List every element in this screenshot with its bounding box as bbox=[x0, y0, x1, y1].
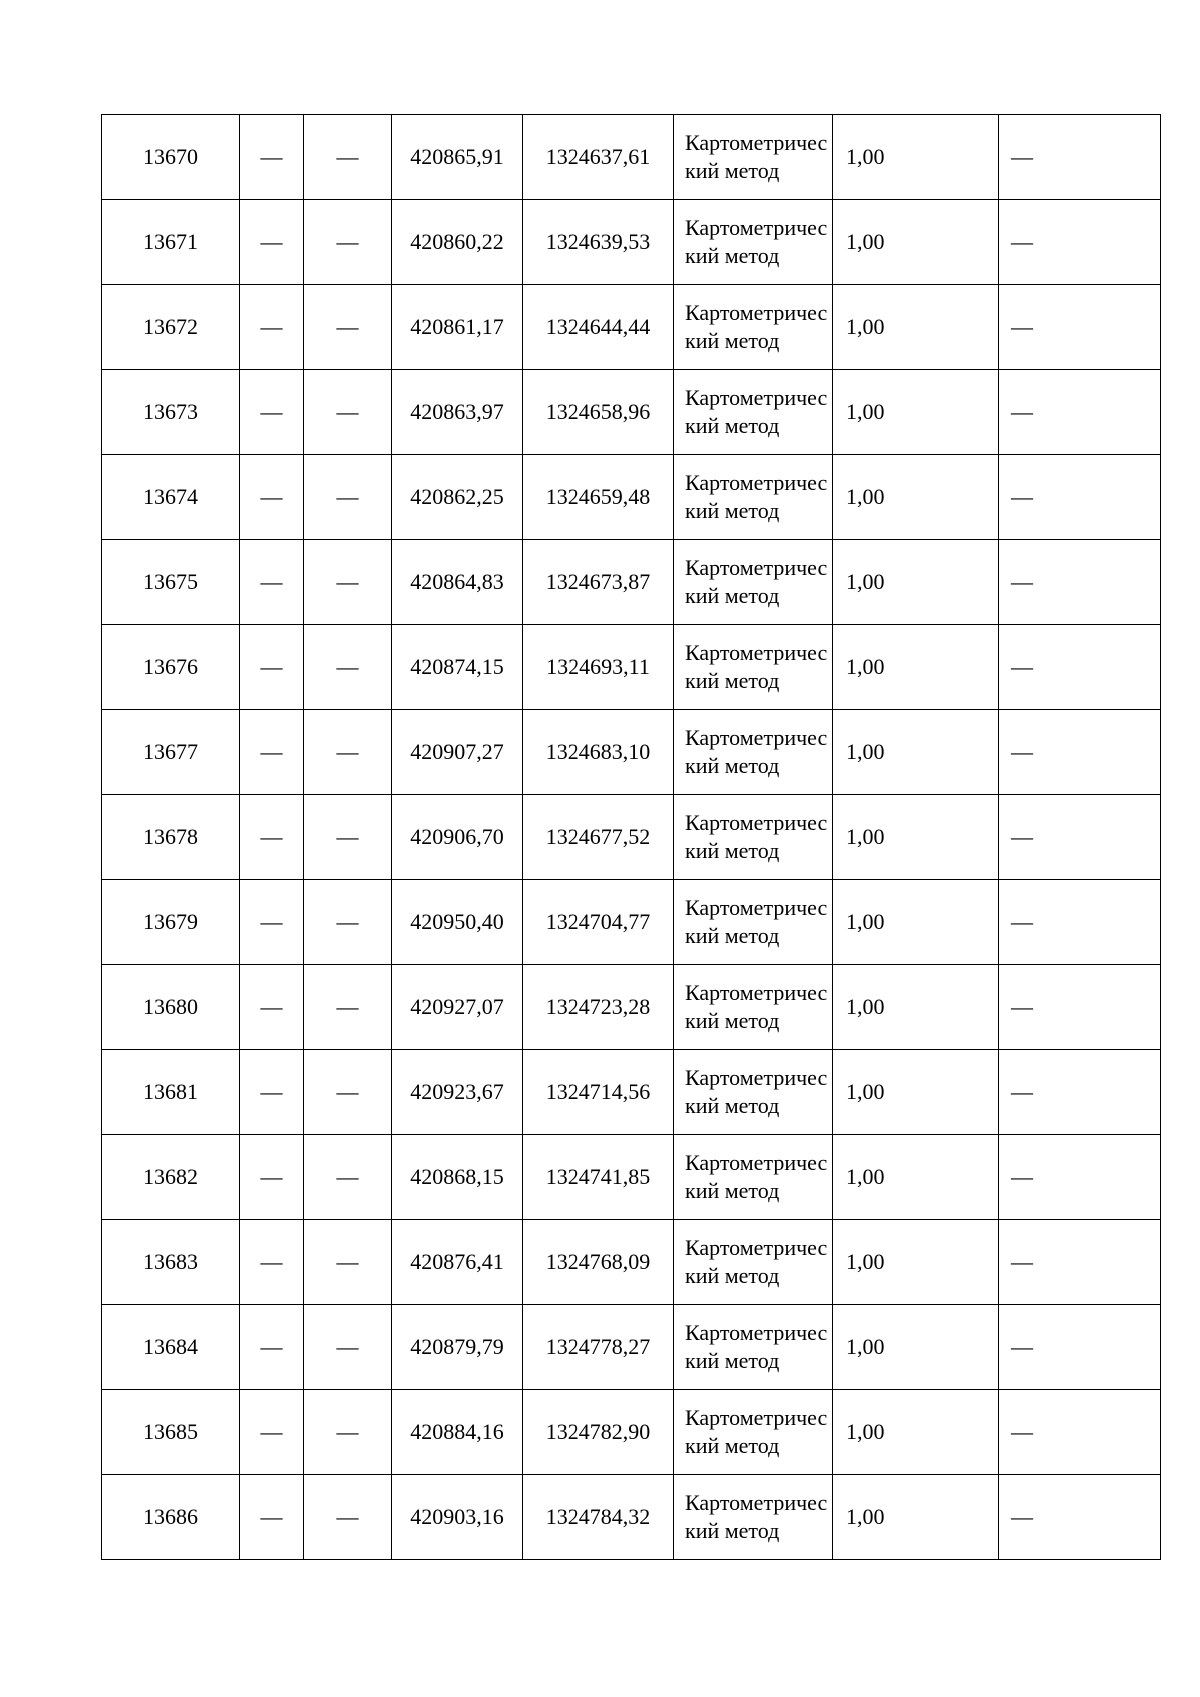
point-number-text: 13672 bbox=[143, 314, 198, 339]
method-text: Картометрический метод bbox=[685, 640, 828, 693]
y-coordinate-text: 1324659,48 bbox=[545, 484, 651, 509]
point-number-cell bbox=[102, 880, 240, 965]
x-coordinate-cell bbox=[392, 1305, 523, 1390]
table-row bbox=[102, 285, 1161, 370]
empty-value-cell bbox=[999, 1220, 1161, 1305]
x-coordinate-text: 420884,16 bbox=[410, 1419, 504, 1444]
x-coordinate-cell bbox=[392, 115, 523, 200]
x-coordinate-cell bbox=[392, 200, 523, 285]
method-cell bbox=[674, 795, 833, 880]
empty-value-text: — bbox=[1011, 484, 1033, 509]
method-cell bbox=[674, 540, 833, 625]
empty-value-text: — bbox=[336, 1079, 359, 1104]
empty-value-text: — bbox=[1011, 1249, 1033, 1274]
empty-value-text: — bbox=[260, 1419, 283, 1444]
y-coordinate-cell bbox=[523, 880, 674, 965]
empty-value-cell bbox=[240, 625, 304, 710]
empty-value-cell bbox=[304, 1050, 392, 1135]
empty-value-cell bbox=[304, 1305, 392, 1390]
empty-value-text: — bbox=[260, 314, 283, 339]
accuracy-text: 1,00 bbox=[846, 1079, 885, 1104]
empty-value-cell bbox=[304, 455, 392, 540]
accuracy-cell bbox=[833, 1305, 999, 1390]
x-coordinate-text: 420874,15 bbox=[410, 654, 504, 679]
accuracy-text: 1,00 bbox=[846, 314, 885, 339]
empty-value-text: — bbox=[336, 994, 359, 1019]
method-text: Картометрический метод bbox=[685, 470, 828, 523]
empty-value-text: — bbox=[1011, 1419, 1033, 1444]
coordinates-table bbox=[101, 114, 1161, 1560]
y-coordinate-cell bbox=[523, 1475, 674, 1560]
point-number-cell bbox=[102, 710, 240, 795]
table-row bbox=[102, 710, 1161, 795]
y-coordinate-cell bbox=[523, 200, 674, 285]
y-coordinate-cell bbox=[523, 1305, 674, 1390]
accuracy-cell bbox=[833, 370, 999, 455]
empty-value-cell bbox=[304, 625, 392, 710]
y-coordinate-text: 1324673,87 bbox=[545, 569, 651, 594]
empty-value-text: — bbox=[336, 399, 359, 424]
empty-value-cell bbox=[999, 710, 1161, 795]
empty-value-cell bbox=[999, 1475, 1161, 1560]
empty-value-cell bbox=[240, 1050, 304, 1135]
y-coordinate-cell bbox=[523, 1135, 674, 1220]
empty-value-text: — bbox=[336, 654, 359, 679]
empty-value-text: — bbox=[260, 1249, 283, 1274]
empty-value-cell bbox=[999, 880, 1161, 965]
x-coordinate-cell bbox=[392, 1220, 523, 1305]
point-number-text: 13677 bbox=[143, 739, 198, 764]
x-coordinate-cell bbox=[392, 1390, 523, 1475]
accuracy-cell bbox=[833, 625, 999, 710]
accuracy-cell bbox=[833, 115, 999, 200]
method-text: Картометрический метод bbox=[685, 555, 828, 608]
empty-value-cell bbox=[240, 1135, 304, 1220]
x-coordinate-text: 420868,15 bbox=[410, 1164, 504, 1189]
point-number-cell bbox=[102, 1220, 240, 1305]
point-number-text: 13680 bbox=[143, 994, 198, 1019]
empty-value-text: — bbox=[1011, 314, 1033, 339]
empty-value-cell bbox=[304, 285, 392, 370]
table-body bbox=[102, 115, 1161, 1560]
empty-value-text: — bbox=[336, 314, 359, 339]
point-number-text: 13678 bbox=[143, 824, 198, 849]
point-number-cell bbox=[102, 1390, 240, 1475]
empty-value-cell bbox=[999, 370, 1161, 455]
empty-value-cell bbox=[304, 880, 392, 965]
x-coordinate-text: 420903,16 bbox=[410, 1504, 504, 1529]
x-coordinate-cell bbox=[392, 880, 523, 965]
empty-value-text: — bbox=[1011, 994, 1033, 1019]
empty-value-cell bbox=[240, 285, 304, 370]
point-number-cell bbox=[102, 455, 240, 540]
y-coordinate-text: 1324658,96 bbox=[545, 399, 651, 424]
accuracy-cell bbox=[833, 285, 999, 370]
accuracy-text: 1,00 bbox=[846, 1504, 885, 1529]
accuracy-text: 1,00 bbox=[846, 399, 885, 424]
y-coordinate-text: 1324693,11 bbox=[546, 654, 650, 679]
accuracy-text: 1,00 bbox=[846, 739, 885, 764]
point-number-cell bbox=[102, 795, 240, 880]
x-coordinate-cell bbox=[392, 370, 523, 455]
empty-value-cell bbox=[304, 1390, 392, 1475]
empty-value-cell bbox=[304, 965, 392, 1050]
x-coordinate-cell bbox=[392, 625, 523, 710]
empty-value-text: — bbox=[1011, 909, 1033, 934]
y-coordinate-cell bbox=[523, 540, 674, 625]
empty-value-text: — bbox=[1011, 1334, 1033, 1359]
empty-value-text: — bbox=[260, 1504, 283, 1529]
x-coordinate-text: 420864,83 bbox=[410, 569, 504, 594]
point-number-text: 13685 bbox=[143, 1419, 198, 1444]
method-cell bbox=[674, 455, 833, 540]
point-number-text: 13676 bbox=[143, 654, 198, 679]
empty-value-cell bbox=[240, 795, 304, 880]
point-number-text: 13675 bbox=[143, 569, 198, 594]
point-number-cell bbox=[102, 1305, 240, 1390]
x-coordinate-cell bbox=[392, 1050, 523, 1135]
point-number-cell bbox=[102, 625, 240, 710]
x-coordinate-cell bbox=[392, 285, 523, 370]
x-coordinate-text: 420861,17 bbox=[410, 314, 504, 339]
empty-value-cell bbox=[304, 1135, 392, 1220]
table-row bbox=[102, 625, 1161, 710]
y-coordinate-cell bbox=[523, 1220, 674, 1305]
empty-value-text: — bbox=[260, 654, 283, 679]
y-coordinate-text: 1324778,27 bbox=[545, 1334, 651, 1359]
accuracy-cell bbox=[833, 1475, 999, 1560]
accuracy-cell bbox=[833, 1135, 999, 1220]
empty-value-cell bbox=[304, 795, 392, 880]
method-cell bbox=[674, 965, 833, 1050]
table-row bbox=[102, 965, 1161, 1050]
accuracy-cell bbox=[833, 1220, 999, 1305]
accuracy-text: 1,00 bbox=[846, 569, 885, 594]
empty-value-text: — bbox=[1011, 1504, 1033, 1529]
y-coordinate-cell bbox=[523, 1390, 674, 1475]
empty-value-cell bbox=[240, 115, 304, 200]
table-row bbox=[102, 1135, 1161, 1220]
empty-value-text: — bbox=[1011, 399, 1033, 424]
empty-value-text: — bbox=[260, 739, 283, 764]
method-text: Картометрический метод bbox=[685, 810, 828, 863]
y-coordinate-cell bbox=[523, 710, 674, 795]
method-text: Картометрический метод bbox=[685, 1490, 828, 1543]
accuracy-text: 1,00 bbox=[846, 1334, 885, 1359]
empty-value-text: — bbox=[336, 1164, 359, 1189]
y-coordinate-text: 1324784,32 bbox=[545, 1504, 651, 1529]
empty-value-text: — bbox=[1011, 824, 1033, 849]
empty-value-text: — bbox=[336, 1334, 359, 1359]
empty-value-cell bbox=[304, 115, 392, 200]
method-cell bbox=[674, 880, 833, 965]
method-cell bbox=[674, 1475, 833, 1560]
method-text: Картометрический метод bbox=[685, 300, 828, 353]
x-coordinate-cell bbox=[392, 710, 523, 795]
table-row bbox=[102, 880, 1161, 965]
empty-value-text: — bbox=[336, 739, 359, 764]
method-text: Картометрический метод bbox=[685, 980, 828, 1033]
empty-value-cell bbox=[240, 710, 304, 795]
accuracy-text: 1,00 bbox=[846, 1419, 885, 1444]
y-coordinate-text: 1324741,85 bbox=[545, 1164, 651, 1189]
x-coordinate-text: 420860,22 bbox=[410, 229, 504, 254]
point-number-text: 13679 bbox=[143, 909, 198, 934]
empty-value-text: — bbox=[260, 909, 283, 934]
y-coordinate-text: 1324639,53 bbox=[545, 229, 651, 254]
x-coordinate-text: 420862,25 bbox=[410, 484, 504, 509]
empty-value-text: — bbox=[1011, 654, 1033, 679]
table-row bbox=[102, 115, 1161, 200]
accuracy-text: 1,00 bbox=[846, 484, 885, 509]
point-number-cell bbox=[102, 200, 240, 285]
empty-value-cell bbox=[240, 1220, 304, 1305]
table-row bbox=[102, 540, 1161, 625]
empty-value-cell bbox=[304, 540, 392, 625]
empty-value-cell bbox=[999, 795, 1161, 880]
empty-value-cell bbox=[304, 1220, 392, 1305]
method-text: Картометрический метод bbox=[685, 1065, 828, 1118]
method-text: Картометрический метод bbox=[685, 215, 828, 268]
y-coordinate-cell bbox=[523, 625, 674, 710]
empty-value-text: — bbox=[260, 1164, 283, 1189]
x-coordinate-cell bbox=[392, 1475, 523, 1560]
y-coordinate-cell bbox=[523, 795, 674, 880]
empty-value-text: — bbox=[336, 569, 359, 594]
point-number-cell bbox=[102, 370, 240, 455]
empty-value-text: — bbox=[336, 1419, 359, 1444]
accuracy-cell bbox=[833, 1050, 999, 1135]
empty-value-text: — bbox=[1011, 1164, 1033, 1189]
empty-value-cell bbox=[999, 285, 1161, 370]
empty-value-text: — bbox=[336, 229, 359, 254]
empty-value-text: — bbox=[1011, 144, 1033, 169]
method-cell bbox=[674, 200, 833, 285]
y-coordinate-cell bbox=[523, 115, 674, 200]
empty-value-text: — bbox=[1011, 229, 1033, 254]
empty-value-cell bbox=[999, 625, 1161, 710]
point-number-text: 13670 bbox=[143, 144, 198, 169]
accuracy-cell bbox=[833, 540, 999, 625]
method-cell bbox=[674, 1220, 833, 1305]
x-coordinate-cell bbox=[392, 795, 523, 880]
x-coordinate-text: 420927,07 bbox=[410, 994, 504, 1019]
method-cell bbox=[674, 710, 833, 795]
point-number-text: 13684 bbox=[143, 1334, 198, 1359]
empty-value-cell bbox=[999, 200, 1161, 285]
point-number-cell bbox=[102, 285, 240, 370]
point-number-text: 13681 bbox=[143, 1079, 198, 1104]
empty-value-cell bbox=[240, 1305, 304, 1390]
y-coordinate-text: 1324704,77 bbox=[545, 909, 651, 934]
method-cell bbox=[674, 625, 833, 710]
x-coordinate-text: 420876,41 bbox=[410, 1249, 504, 1274]
point-number-cell bbox=[102, 1135, 240, 1220]
table-row bbox=[102, 200, 1161, 285]
method-cell bbox=[674, 1305, 833, 1390]
empty-value-text: — bbox=[260, 399, 283, 424]
empty-value-text: — bbox=[260, 484, 283, 509]
empty-value-cell bbox=[999, 540, 1161, 625]
table-row bbox=[102, 370, 1161, 455]
empty-value-text: — bbox=[260, 994, 283, 1019]
method-cell bbox=[674, 1135, 833, 1220]
method-text: Картометрический метод bbox=[685, 130, 828, 183]
table-row bbox=[102, 1475, 1161, 1560]
point-number-cell bbox=[102, 115, 240, 200]
point-number-text: 13682 bbox=[143, 1164, 198, 1189]
method-text: Картометрический метод bbox=[685, 725, 828, 778]
accuracy-text: 1,00 bbox=[846, 824, 885, 849]
point-number-text: 13673 bbox=[143, 399, 198, 424]
table-row bbox=[102, 1220, 1161, 1305]
table-row bbox=[102, 1305, 1161, 1390]
x-coordinate-cell bbox=[392, 540, 523, 625]
empty-value-text: — bbox=[260, 229, 283, 254]
y-coordinate-cell bbox=[523, 965, 674, 1050]
x-coordinate-cell bbox=[392, 965, 523, 1050]
empty-value-text: — bbox=[336, 1249, 359, 1274]
empty-value-text: — bbox=[260, 1079, 283, 1104]
table-row bbox=[102, 455, 1161, 540]
point-number-text: 13671 bbox=[143, 229, 198, 254]
empty-value-cell bbox=[999, 115, 1161, 200]
accuracy-cell bbox=[833, 795, 999, 880]
accuracy-text: 1,00 bbox=[846, 1249, 885, 1274]
method-text: Картометрический метод bbox=[685, 895, 828, 948]
y-coordinate-cell bbox=[523, 285, 674, 370]
y-coordinate-cell bbox=[523, 455, 674, 540]
method-text: Картометрический метод bbox=[685, 1235, 828, 1288]
empty-value-cell bbox=[240, 200, 304, 285]
accuracy-text: 1,00 bbox=[846, 994, 885, 1019]
empty-value-text: — bbox=[336, 909, 359, 934]
empty-value-cell bbox=[999, 455, 1161, 540]
y-coordinate-cell bbox=[523, 1050, 674, 1135]
y-coordinate-cell bbox=[523, 370, 674, 455]
accuracy-text: 1,00 bbox=[846, 229, 885, 254]
empty-value-cell bbox=[999, 1305, 1161, 1390]
x-coordinate-text: 420950,40 bbox=[410, 909, 504, 934]
empty-value-cell bbox=[304, 710, 392, 795]
accuracy-cell bbox=[833, 1390, 999, 1475]
point-number-cell bbox=[102, 1050, 240, 1135]
x-coordinate-text: 420863,97 bbox=[410, 399, 504, 424]
empty-value-cell bbox=[304, 1475, 392, 1560]
method-cell bbox=[674, 115, 833, 200]
table-row bbox=[102, 1050, 1161, 1135]
accuracy-cell bbox=[833, 200, 999, 285]
empty-value-cell bbox=[240, 1475, 304, 1560]
empty-value-text: — bbox=[1011, 1079, 1033, 1104]
point-number-text: 13674 bbox=[143, 484, 198, 509]
y-coordinate-text: 1324637,61 bbox=[545, 144, 651, 169]
empty-value-cell bbox=[999, 1135, 1161, 1220]
accuracy-text: 1,00 bbox=[846, 909, 885, 934]
x-coordinate-text: 420923,67 bbox=[410, 1079, 504, 1104]
x-coordinate-cell bbox=[392, 1135, 523, 1220]
method-cell bbox=[674, 1050, 833, 1135]
empty-value-cell bbox=[240, 880, 304, 965]
empty-value-text: — bbox=[1011, 739, 1033, 764]
x-coordinate-text: 420907,27 bbox=[410, 739, 504, 764]
accuracy-cell bbox=[833, 880, 999, 965]
accuracy-cell bbox=[833, 965, 999, 1050]
empty-value-text: — bbox=[260, 824, 283, 849]
y-coordinate-text: 1324677,52 bbox=[545, 824, 651, 849]
empty-value-cell bbox=[240, 965, 304, 1050]
empty-value-cell bbox=[240, 455, 304, 540]
y-coordinate-text: 1324714,56 bbox=[545, 1079, 651, 1104]
empty-value-text: — bbox=[336, 824, 359, 849]
empty-value-text: — bbox=[260, 569, 283, 594]
empty-value-text: — bbox=[336, 1504, 359, 1529]
point-number-cell bbox=[102, 540, 240, 625]
method-text: Картометрический метод bbox=[685, 1320, 828, 1373]
method-cell bbox=[674, 285, 833, 370]
y-coordinate-text: 1324723,28 bbox=[545, 994, 651, 1019]
accuracy-text: 1,00 bbox=[846, 1164, 885, 1189]
empty-value-cell bbox=[240, 370, 304, 455]
x-coordinate-cell bbox=[392, 455, 523, 540]
table-row bbox=[102, 1390, 1161, 1475]
x-coordinate-text: 420879,79 bbox=[410, 1334, 504, 1359]
point-number-text: 13686 bbox=[143, 1504, 198, 1529]
method-cell bbox=[674, 1390, 833, 1475]
empty-value-text: — bbox=[260, 1334, 283, 1359]
empty-value-cell bbox=[240, 540, 304, 625]
accuracy-text: 1,00 bbox=[846, 654, 885, 679]
empty-value-cell bbox=[304, 370, 392, 455]
y-coordinate-text: 1324782,90 bbox=[545, 1419, 651, 1444]
y-coordinate-text: 1324768,09 bbox=[545, 1249, 651, 1274]
point-number-cell bbox=[102, 1475, 240, 1560]
empty-value-text: — bbox=[336, 144, 359, 169]
method-text: Картометрический метод bbox=[685, 385, 828, 438]
table-row bbox=[102, 795, 1161, 880]
accuracy-text: 1,00 bbox=[846, 144, 885, 169]
x-coordinate-text: 420906,70 bbox=[410, 824, 504, 849]
empty-value-cell bbox=[999, 1050, 1161, 1135]
y-coordinate-text: 1324683,10 bbox=[545, 739, 651, 764]
empty-value-cell bbox=[240, 1390, 304, 1475]
y-coordinate-text: 1324644,44 bbox=[545, 314, 651, 339]
accuracy-cell bbox=[833, 710, 999, 795]
point-number-cell bbox=[102, 965, 240, 1050]
method-text: Картометрический метод bbox=[685, 1150, 828, 1203]
empty-value-cell bbox=[304, 200, 392, 285]
empty-value-text: — bbox=[1011, 569, 1033, 594]
empty-value-cell bbox=[999, 1390, 1161, 1475]
empty-value-text: — bbox=[336, 484, 359, 509]
method-text: Картометрический метод bbox=[685, 1405, 828, 1458]
accuracy-cell bbox=[833, 455, 999, 540]
empty-value-text: — bbox=[260, 144, 283, 169]
method-cell bbox=[674, 370, 833, 455]
point-number-text: 13683 bbox=[143, 1249, 198, 1274]
x-coordinate-text: 420865,91 bbox=[410, 144, 504, 169]
empty-value-cell bbox=[999, 965, 1161, 1050]
